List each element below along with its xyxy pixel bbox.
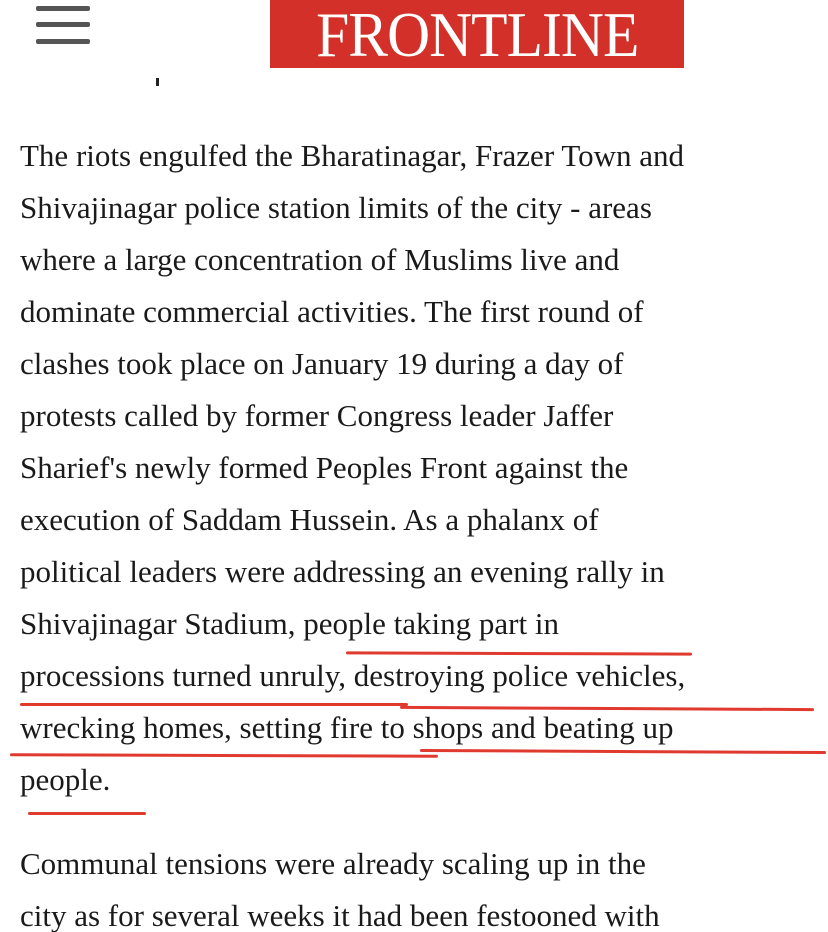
article-text-line: where a large concentration of Muslims live and [20, 242, 620, 277]
article-text-line: execution of Saddam Hussein. As a phalanx of [20, 502, 599, 537]
site-header [0, 0, 828, 82]
article-text-line: Sharief's newly formed Peoples Front against the [20, 450, 629, 485]
cut-off-text-fragment [60, 76, 200, 88]
article-text-line: city as for several weeks it had been festooned with [20, 898, 660, 932]
text-fragment-mark [156, 78, 159, 86]
highlight-underline [28, 812, 146, 815]
frontline-logo[interactable] [270, 0, 684, 68]
article-text-line: clashes took place on January 19 during a day of [20, 346, 624, 381]
article-text-line: dominate commercial activities. The first round of [20, 294, 644, 329]
article-text-line: Shivajinagar police station limits of the city - areas [20, 190, 652, 225]
menu-bar-bottom [36, 39, 90, 44]
article-text-line: Communal tensions were already scaling up in the [20, 846, 646, 881]
hamburger-menu-icon[interactable] [36, 6, 90, 44]
highlight-underline [20, 703, 408, 706]
article-text-line: protests called by former Congress leader Jaffer [20, 398, 614, 433]
article-text-line: processions turned unruly, destroying police vehicles, [20, 658, 686, 693]
article-body-continued [20, 838, 820, 932]
logo-text: FRONTLINE [315, 0, 639, 70]
article-text-line: The riots engulfed the Bharatinagar, Frazer Town and [20, 138, 685, 173]
article-text-line: political leaders were addressing an evening rally in [20, 554, 665, 589]
menu-bar-top [36, 6, 90, 11]
article-text-line: wrecking homes, setting fire to shops and beating up [20, 710, 674, 745]
menu-bar-middle [36, 22, 90, 27]
article-text-line: people. [20, 762, 111, 797]
article-text-line: Shivajinagar Stadium, people taking part in [20, 606, 559, 641]
article-paragraph-2 [20, 838, 820, 932]
